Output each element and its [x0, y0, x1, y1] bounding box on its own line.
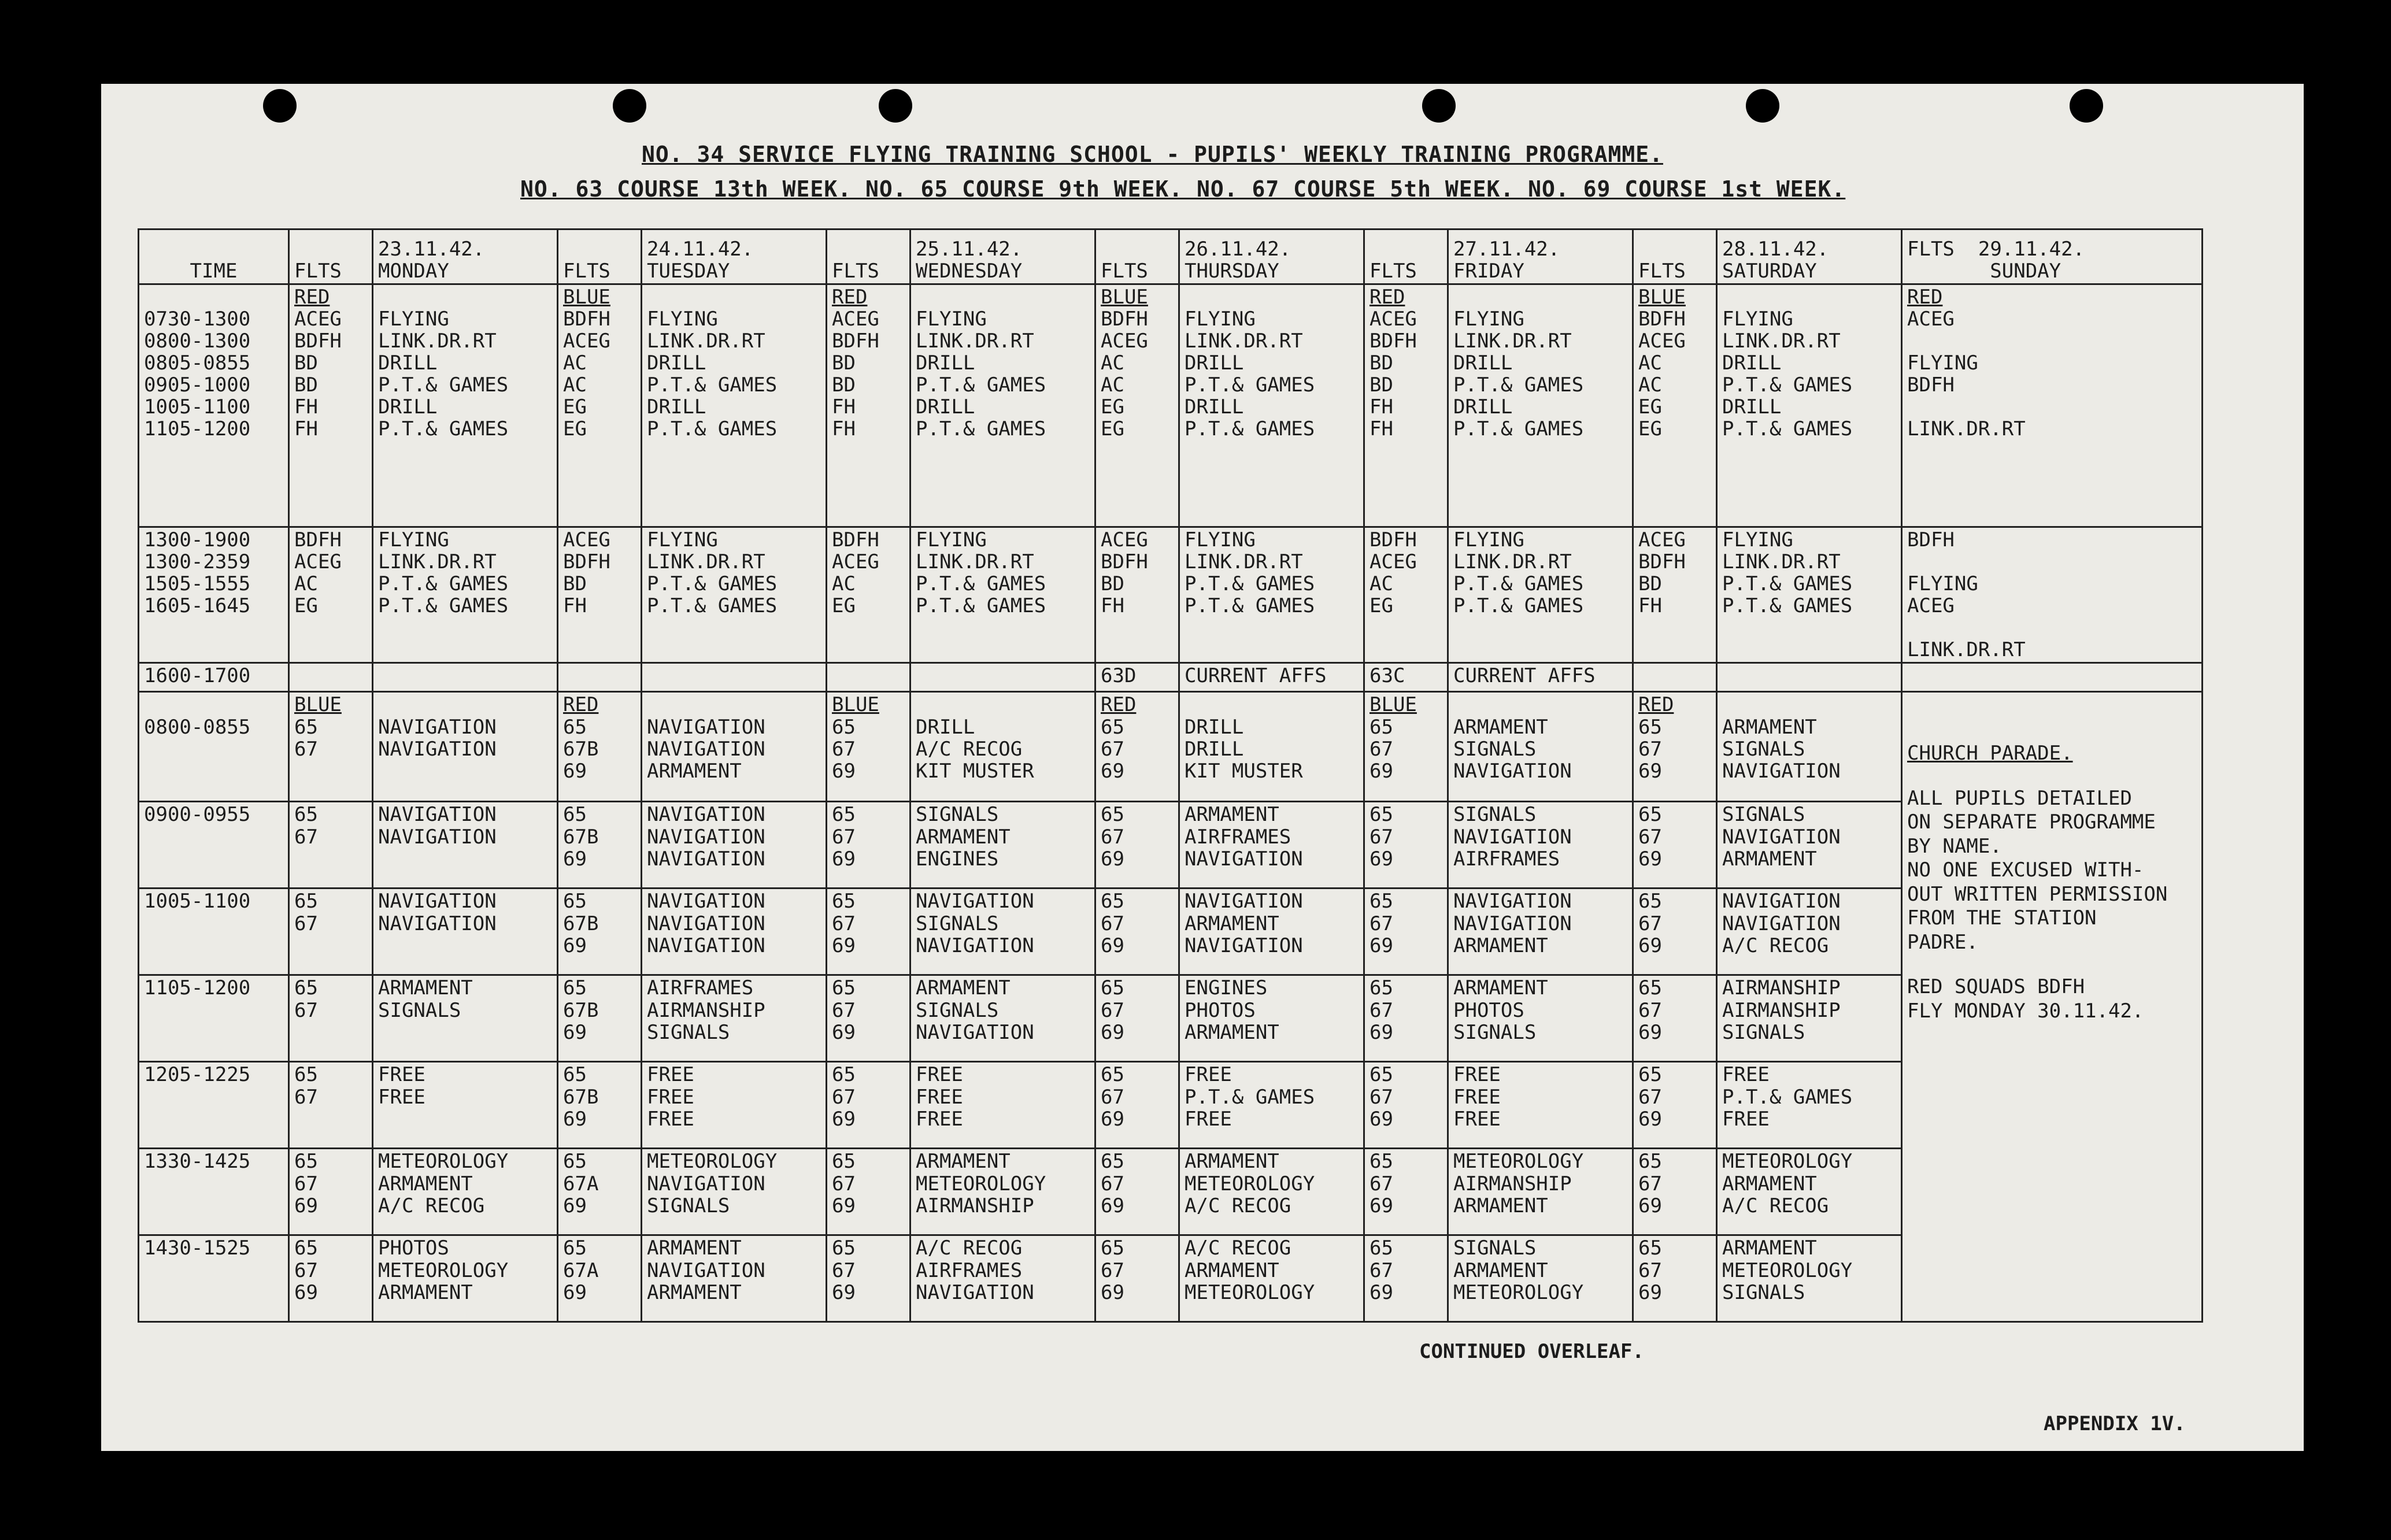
- sat-subjects: AIRMANSHIP AIRMANSHIP SIGNALS: [1717, 975, 1902, 1062]
- sat-courses: 65 67 69: [1633, 975, 1717, 1062]
- fri-courses: BLUE 65 67 69: [1364, 692, 1448, 802]
- tue-subjects: METEOROLOGY NAVIGATION SIGNALS: [642, 1149, 827, 1235]
- thu-courses: 65 67 69: [1095, 1062, 1179, 1149]
- mon-courses: BLUE 65 67: [289, 692, 373, 802]
- sat-courses: 65 67 69: [1633, 1062, 1717, 1149]
- wed-courses: 65 67 69: [827, 975, 910, 1062]
- tue-subjects: AIRFRAMES AIRMANSHIP SIGNALS: [642, 975, 827, 1062]
- time-header: TIME: [139, 229, 289, 284]
- thu-activities-pm: FLYING LINK.DR.RT P.T.& GAMES P.T.& GAMES: [1179, 527, 1364, 663]
- punch-hole: [1746, 89, 1779, 123]
- mon-activities: FLYING LINK.DR.RT DRILL P.T.& GAMES DRILL P.T.& GAMES: [373, 284, 558, 527]
- sat-subjects: FREE P.T.& GAMES FREE: [1717, 1062, 1902, 1149]
- wed-flights-pm: BDFH ACEG AC EG: [827, 527, 910, 663]
- lower-row-2: [139, 802, 2203, 889]
- thu-subjects: DRILL DRILL KIT MUSTER: [1179, 692, 1364, 802]
- mon-courses: 65 67: [289, 802, 373, 889]
- thu-subjects: FREE P.T.& GAMES FREE: [1179, 1062, 1364, 1149]
- sat-activities: FLYING LINK.DR.RT DRILL P.T.& GAMES DRILL P.T.& GAMES: [1717, 284, 1902, 527]
- mon-subjects: FREE FREE: [373, 1062, 558, 1149]
- flts-header: FLTS: [1364, 229, 1448, 284]
- sun-morning: RED ACEG FLYING BDFH LINK.DR.RT: [1902, 284, 2203, 527]
- sat-courses: 65 67 69: [1633, 1235, 1717, 1322]
- wed-subjects: ARMAMENT METEOROLOGY AIRMANSHIP: [910, 1149, 1095, 1235]
- appendix-label: APPENDIX 1V.: [2044, 1412, 2186, 1435]
- mon-activities-pm: FLYING LINK.DR.RT P.T.& GAMES P.T.& GAMES: [373, 527, 558, 663]
- tue-subjects: FREE FREE FREE: [642, 1062, 827, 1149]
- wed-subjects: SIGNALS ARMAMENT ENGINES: [910, 802, 1095, 889]
- mon-subjects: METEOROLOGY ARMAMENT A/C RECOG: [373, 1149, 558, 1235]
- wed-courses: 65 67 69: [827, 802, 910, 889]
- lower-row-7: [139, 1235, 2203, 1322]
- sat-flights: BLUE BDFH ACEG AC AC EG EG: [1633, 284, 1717, 527]
- sat-subjects: NAVIGATION NAVIGATION A/C RECOG: [1717, 889, 1902, 975]
- tue-courses: 65 67B 69: [558, 802, 642, 889]
- mon-subjects: ARMAMENT SIGNALS: [373, 975, 558, 1062]
- tue-courses: 65 67A 69: [558, 1149, 642, 1235]
- thu-flights-pm: ACEG BDFH BD FH: [1095, 527, 1179, 663]
- upper-afternoon-block: [139, 527, 2203, 663]
- document-title: NO. 34 SERVICE FLYING TRAINING SCHOOL - PUPILS' WEEKLY TRAINING PROGRAMME.: [642, 142, 1663, 167]
- sunday-notes: CHURCH PARADE. ALL PUPILS DETAILED ON SEPARATE PROGRAMME BY NAME. NO ONE EXCUSED WITH- OUT WRITTEN PERMISSION FROM THE STATION PADRE. RED SQUADS BDFH FLY MONDAY 30.11.42.: [1902, 692, 2203, 1322]
- flts-header: FLTS: [827, 229, 910, 284]
- fri-subjects: NAVIGATION NAVIGATION ARMAMENT: [1448, 889, 1633, 975]
- mon-courses: 65 67 69: [289, 1149, 373, 1235]
- punch-hole: [263, 89, 297, 123]
- tue-courses: 65 67A 69: [558, 1235, 642, 1322]
- lower-time: 0900-0955: [139, 802, 289, 889]
- punch-hole: [1422, 89, 1456, 123]
- sat-subjects: ARMAMENT SIGNALS NAVIGATION: [1717, 692, 1902, 802]
- tue-subjects: NAVIGATION NAVIGATION NAVIGATION: [642, 802, 827, 889]
- tue-courses: RED 65 67B 69: [558, 692, 642, 802]
- thu-flights: BLUE BDFH ACEG AC AC EG EG: [1095, 284, 1179, 527]
- day-header-thu: 26.11.42. THURSDAY: [1179, 229, 1364, 284]
- lower-time: 1430-1525: [139, 1235, 289, 1322]
- thu-ca-activity: CURRENT AFFS: [1179, 663, 1364, 692]
- day-header-fri: 27.11.42. FRIDAY: [1448, 229, 1633, 284]
- mon-subjects: PHOTOS METEOROLOGY ARMAMENT: [373, 1235, 558, 1322]
- fri-subjects: FREE FREE FREE: [1448, 1062, 1633, 1149]
- tue-courses: 65 67B 69: [558, 889, 642, 975]
- tue-flights: BLUE BDFH ACEG AC AC EG EG: [558, 284, 642, 527]
- lower-row-5: [139, 1062, 2203, 1149]
- sat-activities-pm: FLYING LINK.DR.RT P.T.& GAMES P.T.& GAMES: [1717, 527, 1902, 663]
- upper-times-morning: 0730-1300 0800-1300 0805-0855 0905-1000 1005-1100 1105-1200: [139, 284, 289, 527]
- tue-subjects: ARMAMENT NAVIGATION ARMAMENT: [642, 1235, 827, 1322]
- lower-time: 1205-1225: [139, 1062, 289, 1149]
- mon-subjects: NAVIGATION NAVIGATION: [373, 802, 558, 889]
- document-subtitle: NO. 63 COURSE 13th WEEK. NO. 65 COURSE 9th WEEK. NO. 67 COURSE 5th WEEK. NO. 69 COURSE 1st WEEK.: [520, 176, 1846, 202]
- fri-courses: 65 67 69: [1364, 1062, 1448, 1149]
- wed-courses: 65 67 69: [827, 1235, 910, 1322]
- thu-subjects: NAVIGATION ARMAMENT NAVIGATION: [1179, 889, 1364, 975]
- upper-times-afternoon: 1300-1900 1300-2359 1505-1555 1605-1645: [139, 527, 289, 663]
- fri-courses: 65 67 69: [1364, 889, 1448, 975]
- weekly-programme-table: [138, 228, 2203, 1323]
- mon-subjects: NAVIGATION NAVIGATION: [373, 692, 558, 802]
- tue-subjects: NAVIGATION NAVIGATION NAVIGATION: [642, 889, 827, 975]
- fri-flights-pm: BDFH ACEG AC EG: [1364, 527, 1448, 663]
- wed-activities-pm: FLYING LINK.DR.RT P.T.& GAMES P.T.& GAMES: [910, 527, 1095, 663]
- day-header-sun: FLTS 29.11.42. SUNDAY: [1902, 229, 2203, 284]
- thu-courses: 65 67 69: [1095, 889, 1179, 975]
- thu-courses: 65 67 69: [1095, 802, 1179, 889]
- wed-subjects: DRILL A/C RECOG KIT MUSTER: [910, 692, 1095, 802]
- fri-courses: 65 67 69: [1364, 1235, 1448, 1322]
- wed-courses: 65 67 69: [827, 1062, 910, 1149]
- sat-subjects: METEOROLOGY ARMAMENT A/C RECOG: [1717, 1149, 1902, 1235]
- lower-time: 1330-1425: [139, 1149, 289, 1235]
- fri-ca-flight: 63C: [1364, 663, 1448, 692]
- tue-flights-pm: ACEG BDFH BD FH: [558, 527, 642, 663]
- sat-flights-pm: ACEG BDFH BD FH: [1633, 527, 1717, 663]
- thu-courses: 65 67 69: [1095, 1149, 1179, 1235]
- fri-ca-activity: CURRENT AFFS: [1448, 663, 1633, 692]
- current-affairs-row: [139, 663, 2203, 692]
- fri-courses: 65 67 69: [1364, 975, 1448, 1062]
- fri-subjects: SIGNALS ARMAMENT METEOROLOGY: [1448, 1235, 1633, 1322]
- thu-subjects: ENGINES PHOTOS ARMAMENT: [1179, 975, 1364, 1062]
- fri-courses: 65 67 69: [1364, 802, 1448, 889]
- fri-subjects: ARMAMENT SIGNALS NAVIGATION: [1448, 692, 1633, 802]
- lower-time: 1005-1100: [139, 889, 289, 975]
- tue-activities: FLYING LINK.DR.RT DRILL P.T.& GAMES DRILL P.T.& GAMES: [642, 284, 827, 527]
- punch-hole: [2070, 89, 2103, 123]
- fri-flights: RED ACEG BDFH BD BD FH FH: [1364, 284, 1448, 527]
- wed-subjects: FREE FREE FREE: [910, 1062, 1095, 1149]
- tue-courses: 65 67B 69: [558, 1062, 642, 1149]
- day-header-tue: 24.11.42. TUESDAY: [642, 229, 827, 284]
- thu-subjects: A/C RECOG ARMAMENT METEOROLOGY: [1179, 1235, 1364, 1322]
- wed-subjects: A/C RECOG AIRFRAMES NAVIGATION: [910, 1235, 1095, 1322]
- wed-courses: 65 67 69: [827, 1149, 910, 1235]
- flts-header: FLTS: [558, 229, 642, 284]
- mon-courses: 65 67: [289, 975, 373, 1062]
- lower-time: 1105-1200: [139, 975, 289, 1062]
- mon-courses: 65 67: [289, 1062, 373, 1149]
- lower-time: 0800-0855: [139, 692, 289, 802]
- mon-flights: RED ACEG BDFH BD BD FH FH: [289, 284, 373, 527]
- lower-row-6: [139, 1149, 2203, 1235]
- fri-subjects: SIGNALS NAVIGATION AIRFRAMES: [1448, 802, 1633, 889]
- sat-courses: 65 67 69: [1633, 889, 1717, 975]
- thu-subjects: ARMAMENT METEOROLOGY A/C RECOG: [1179, 1149, 1364, 1235]
- time-1600: 1600-1700: [139, 663, 289, 692]
- fri-activities: FLYING LINK.DR.RT DRILL P.T.& GAMES DRILL P.T.& GAMES: [1448, 284, 1633, 527]
- flts-header: FLTS: [289, 229, 373, 284]
- wed-subjects: NAVIGATION SIGNALS NAVIGATION: [910, 889, 1095, 975]
- mon-courses: 65 67 69: [289, 1235, 373, 1322]
- wed-courses: 65 67 69: [827, 889, 910, 975]
- mon-subjects: NAVIGATION NAVIGATION: [373, 889, 558, 975]
- thu-courses: 65 67 69: [1095, 1235, 1179, 1322]
- tue-subjects: NAVIGATION NAVIGATION ARMAMENT: [642, 692, 827, 802]
- day-header-wed: 25.11.42. WEDNESDAY: [910, 229, 1095, 284]
- flts-header: FLTS: [1095, 229, 1179, 284]
- wed-flights: RED ACEG BDFH BD BD FH FH: [827, 284, 910, 527]
- mon-courses: 65 67: [289, 889, 373, 975]
- flts-header: FLTS: [1633, 229, 1717, 284]
- sat-courses: RED 65 67 69: [1633, 692, 1717, 802]
- thu-ca-flight: 63D: [1095, 663, 1179, 692]
- church-parade: CHURCH PARADE.: [1907, 742, 2073, 765]
- thu-courses: RED 65 67 69: [1095, 692, 1179, 802]
- lower-row-1: [139, 692, 2203, 802]
- tue-activities-pm: FLYING LINK.DR.RT P.T.& GAMES P.T.& GAMES: [642, 527, 827, 663]
- fri-subjects: METEOROLOGY AIRMANSHIP ARMAMENT: [1448, 1149, 1633, 1235]
- fri-courses: 65 67 69: [1364, 1149, 1448, 1235]
- day-header-mon: 23.11.42. MONDAY: [373, 229, 558, 284]
- lower-row-4: [139, 975, 2203, 1062]
- thu-courses: 65 67 69: [1095, 975, 1179, 1062]
- header-row: [139, 229, 2203, 284]
- punch-hole: [613, 89, 646, 123]
- wed-activities: FLYING LINK.DR.RT DRILL P.T.& GAMES DRILL P.T.& GAMES: [910, 284, 1095, 527]
- fri-subjects: ARMAMENT PHOTOS SIGNALS: [1448, 975, 1633, 1062]
- punch-hole: [879, 89, 912, 123]
- upper-morning-block: [139, 284, 2203, 527]
- day-header-sat: 28.11.42. SATURDAY: [1717, 229, 1902, 284]
- continued-note: CONTINUED OVERLEAF.: [1419, 1340, 1644, 1363]
- lower-row-3: [139, 889, 2203, 975]
- sat-subjects: ARMAMENT METEOROLOGY SIGNALS: [1717, 1235, 1902, 1322]
- thu-activities: FLYING LINK.DR.RT DRILL P.T.& GAMES DRILL P.T.& GAMES: [1179, 284, 1364, 527]
- wed-subjects: ARMAMENT SIGNALS NAVIGATION: [910, 975, 1095, 1062]
- sat-courses: 65 67 69: [1633, 802, 1717, 889]
- sun-afternoon: BDFH FLYING ACEG LINK.DR.RT: [1902, 527, 2203, 663]
- fri-activities-pm: FLYING LINK.DR.RT P.T.& GAMES P.T.& GAMES: [1448, 527, 1633, 663]
- mon-flights-pm: BDFH ACEG AC EG: [289, 527, 373, 663]
- sat-subjects: SIGNALS NAVIGATION ARMAMENT: [1717, 802, 1902, 889]
- thu-subjects: ARMAMENT AIRFRAMES NAVIGATION: [1179, 802, 1364, 889]
- tue-courses: 65 67B 69: [558, 975, 642, 1062]
- sat-courses: 65 67 69: [1633, 1149, 1717, 1235]
- wed-courses: BLUE 65 67 69: [827, 692, 910, 802]
